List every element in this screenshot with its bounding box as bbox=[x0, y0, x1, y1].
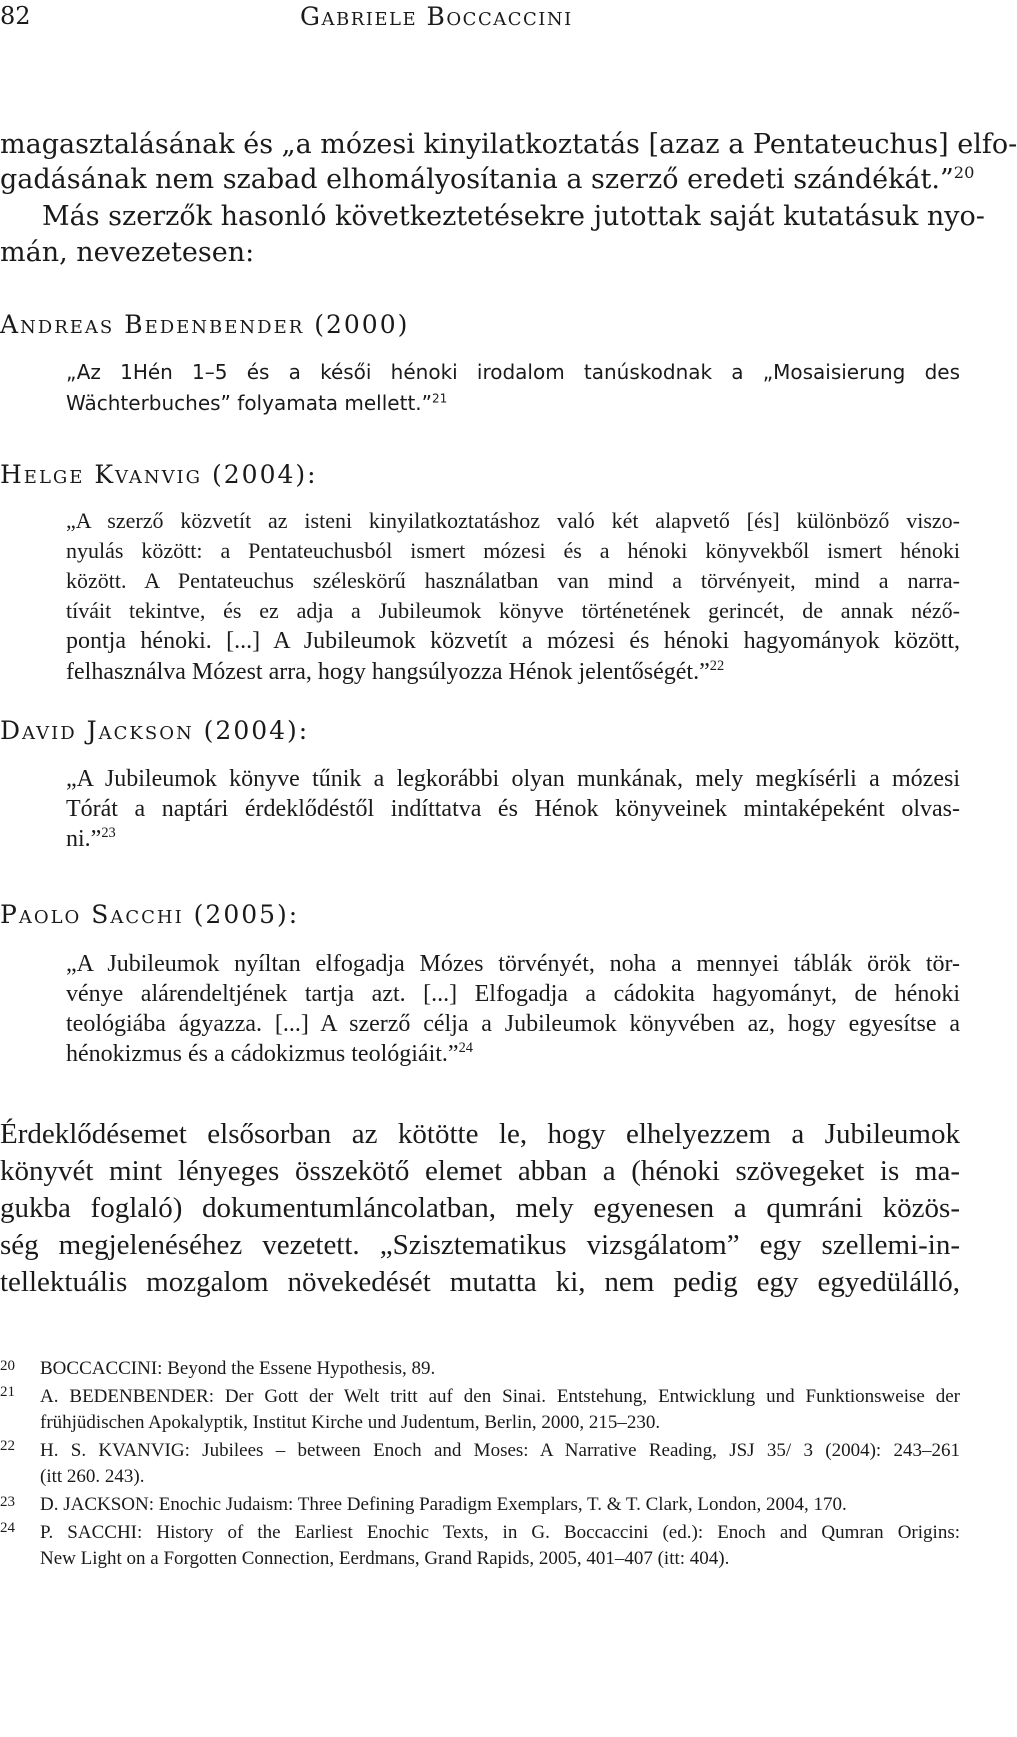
closing-line-3: gukba foglaló) dokumentumláncolatban, mely egyenesen a qumráni közös- bbox=[0, 1192, 960, 1224]
closing-line-4: ség megjelenéséhez vezetett. „Szisztematikus vizsgálatom” egy szellemi-in- bbox=[0, 1229, 960, 1261]
intro-line-1: magasztalásának és „a mózesi kinyilatkoztatás [azaz a Pentateuchus] elfo- bbox=[0, 129, 1017, 160]
footnote-number: 20 bbox=[0, 1358, 15, 1374]
footnote-20-line-1: BOCCACCINI: Beyond the Essene Hypothesis, 89. bbox=[40, 1358, 436, 1379]
quote-kvanvig-text: felhasználva Mózest arra, hogy hangsúlyozza Hénok jelentőségét.” bbox=[66, 659, 710, 685]
quote-sacchi-line-3: teológiába ágyazza. [...] A szerző célja a Jubileumok könyvében az, hogy egyesítse a bbox=[66, 1011, 960, 1037]
intro-line-2 bbox=[0, 163, 975, 197]
quote-kvanvig-line-4: tíváit tekintve, és ez adja a Jubileumok könyve történetének gerincét, de annak néző- bbox=[66, 598, 960, 623]
footnote-number: 23 bbox=[0, 1494, 15, 1510]
footnote-22-line-1: H. S. KVANVIG: Jubilees – between Enoch and Moses: A Narrative Reading, JSJ 35/ 3 (2004): 243–261 bbox=[40, 1440, 960, 1461]
footnote-ref-24: 24 bbox=[458, 1040, 473, 1056]
quote-kvanvig-line-1: „A szerző közvetít az isteni kinyilatkoztatáshoz való két alapvető [és] különböző viszo- bbox=[66, 508, 960, 533]
quote-kvanvig-line-2: nyulás között: a Pentateuchusból ismert mózesi és a hénoki könyvekből ismert hénoki bbox=[66, 538, 960, 563]
quote-bedenbender-line-2 bbox=[66, 391, 960, 415]
closing-line-5: tellektuális mozgalom növekedését mutatta ki, nem pedig egy egyedülálló, bbox=[0, 1266, 960, 1298]
footnote-ref-22: 22 bbox=[709, 658, 725, 674]
quote-bedenbender-text: Wächterbuches” folyamata mellett.” bbox=[66, 391, 433, 415]
quote-jackson-line-2: Tórát a naptári érdeklődéstől indíttatva és Hénok könyveinek mintaképeként olvas- bbox=[66, 796, 960, 822]
quote-sacchi-line-4 bbox=[66, 1041, 960, 1068]
intro-line-4: mán, nevezetesen: bbox=[0, 237, 255, 268]
author-heading-kvanvig: Helge Kvanvig (2004): bbox=[0, 460, 318, 489]
running-head: Gabriele Boccaccini bbox=[300, 2, 573, 31]
intro-line-2-text: gadásának nem szabad elhomályosítania a szerző eredeti szándékát.” bbox=[0, 164, 954, 195]
footnote-number: 22 bbox=[0, 1438, 15, 1454]
author-heading-jackson: David Jackson (2004): bbox=[0, 716, 310, 745]
page-header bbox=[0, 0, 960, 40]
quote-jackson-text: ni.” bbox=[66, 826, 102, 852]
footnote-24-line-1: P. SACCHI: History of the Earliest Enochic Texts, in G. Boccaccini (ed.): Enoch and Qumran Origins: bbox=[40, 1522, 960, 1543]
quote-sacchi-line-2: vénye alárendeltjének tartja azt. [...] Elfogadja a cádokita hagyományt, de hénoki bbox=[66, 981, 960, 1007]
quote-jackson-line-1: „A Jubileumok könyve tűnik a legkorábbi olyan munkának, mely megkísérli a mózesi bbox=[66, 766, 960, 792]
closing-line-1: Érdeklődésemet elsősorban az kötötte le, hogy elhelyezzem a Jubileumok bbox=[0, 1118, 960, 1150]
footnote-23-line-1: D. JACKSON: Enochic Judaism: Three Defining Paradigm Exemplars, T. & T. Clark, London, 2004, 170. bbox=[40, 1494, 847, 1515]
footnote-24-line-2: New Light on a Forgotten Connection, Eerdmans, Grand Rapids, 2005, 401–407 (itt: 404). bbox=[40, 1548, 730, 1569]
quote-sacchi-line-1: „A Jubileumok nyíltan elfogadja Mózes törvényét, noha a mennyei táblák örök tör- bbox=[66, 951, 960, 977]
quote-sacchi-text: hénokizmus és a cádokizmus teológiáit.” bbox=[66, 1041, 459, 1067]
quote-kvanvig-line-5: pontja hénoki. [...] A Jubileumok közvetít a mózesi és hénoki hagyományok között, bbox=[66, 628, 960, 654]
footnote-ref-20: 20 bbox=[953, 163, 975, 182]
intro-line-3: Más szerzők hasonló következtetésekre jutottak saját kutatásuk nyo- bbox=[42, 201, 985, 232]
quote-kvanvig-line-3: között. A Pentateuchus széleskörű használatban van mind a törvényeit, mind a narra- bbox=[66, 568, 960, 593]
author-heading-sacchi: Paolo Sacchi (2005): bbox=[0, 900, 300, 929]
author-heading-bedenbender: Andreas Bedenbender (2000) bbox=[0, 310, 410, 339]
quote-kvanvig-line-6 bbox=[66, 659, 960, 686]
footnote-ref-21: 21 bbox=[432, 391, 448, 406]
page-number: 82 bbox=[0, 2, 31, 30]
closing-line-2: könyvét mint lényeges összekötő elemet abban a (hénoki szövegeket is ma- bbox=[0, 1155, 960, 1187]
quote-bedenbender-line-1: „Az 1Hén 1–5 és a késői hénoki irodalom tanúskodnak a „Mosaisierung des bbox=[66, 360, 960, 384]
footnote-22-line-2: (itt 260. 243). bbox=[40, 1466, 145, 1487]
footnote-number: 24 bbox=[0, 1520, 15, 1536]
footnote-21-line-1: A. BEDENBENDER: Der Gott der Welt tritt auf den Sinai. Entstehung, Entwicklung und Funktionsweise der bbox=[40, 1386, 960, 1407]
footnote-number: 21 bbox=[0, 1384, 15, 1400]
footnote-ref-23: 23 bbox=[101, 825, 116, 841]
footnote-21-line-2: frühjüdischen Apokalyptik, Institut Kirche und Judentum, Berlin, 2000, 215–230. bbox=[40, 1412, 661, 1433]
quote-jackson-line-3 bbox=[66, 826, 960, 853]
